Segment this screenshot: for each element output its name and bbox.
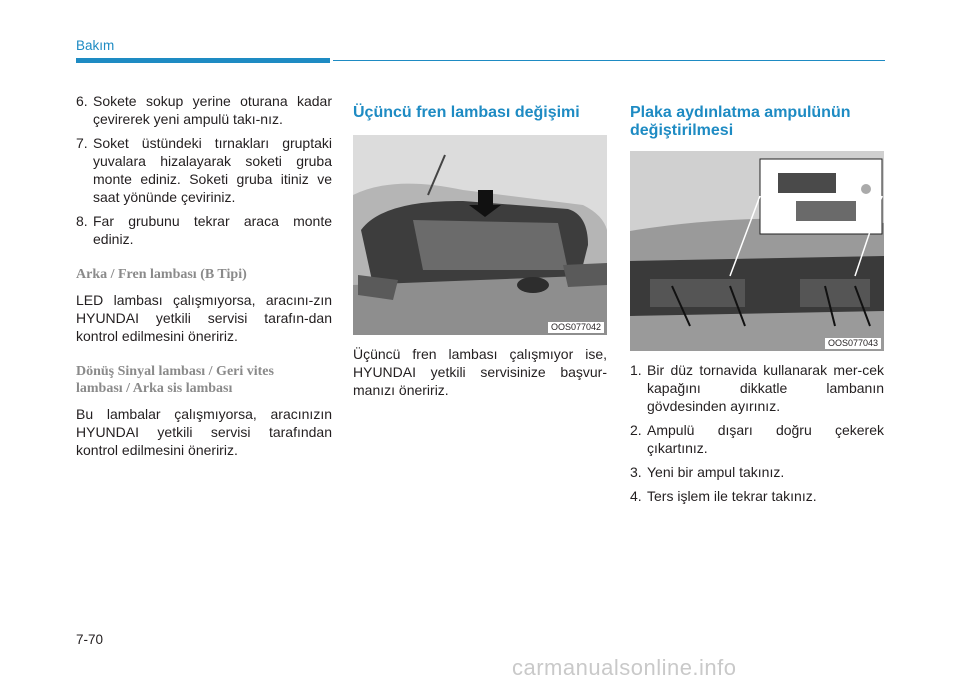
figure-code: OOS077043 [825,338,881,349]
step-number: 2. [630,422,642,438]
car-rear-illustration [353,135,607,335]
heading-line: Plaka aydınlatma ampulünün [630,104,851,121]
subheading-line: Dönüş Sinyal lambası / Geri vites [76,364,274,379]
paragraph-third-brake-lamp: Üçüncü fren lambası çalışmıyor ise, HYUNDAI yetkili servisinize başvur-manızı öneririz. [353,346,607,398]
step-8 [76,212,332,248]
heading-third-brake-lamp: Üçüncü fren lambası değişimi [353,104,580,121]
step-text: Soket üstündeki tırnakları gruptaki yuvalara hizalayarak soketi gruba monte ediniz. Soketi gruba itiniz ve saat yönünde çeviriniz. [93,135,332,205]
step-number: 8. [76,213,88,229]
step-number: 3. [630,464,642,480]
step-number: 6. [76,93,88,109]
heading-line: değiştirilmesi [630,122,734,139]
step-6 [76,92,332,128]
step-text: Bir düz tornavida kullanarak mer-cek kapağını dikkatle lambanın gövdesinden ayırınız. [647,362,884,414]
heading-license-plate-lamp [630,104,884,140]
figure-third-brake-lamp [353,135,607,335]
column-2 [353,104,607,399]
figure-code: OOS077042 [548,322,604,333]
watermark: carmanualsonline.info [512,655,737,680]
license-lamp-illustration [630,151,884,351]
column-3 [630,104,884,511]
header-rule-thin [333,60,885,61]
section-label: Bakım [76,38,115,53]
step-3 [630,463,884,481]
column-1 [76,92,332,459]
step-text: Sokete sokup yerine oturana kadar çevirerek yeni ampulü takı-nız. [93,93,332,127]
figure-license-plate-lamp [630,151,884,351]
step-7 [76,134,332,206]
header-rule-thick [76,58,330,63]
step-text: Ampulü dışarı doğru çekerek çıkartınız. [647,422,884,456]
subheading-line: lambası / Arka sis lambası [76,381,233,396]
step-number: 1. [630,362,642,378]
step-text: Ters işlem ile tekrar takınız. [647,488,817,504]
page-number: 7-70 [76,632,104,647]
paragraph-turn-signal-lamp: Bu lambalar çalışmıyorsa, aracınızın HYUNDAI yetkili servisi tarafından kontrol edilmesini öneririz. [76,406,332,458]
step-number: 4. [630,488,642,504]
step-2 [630,421,884,457]
step-number: 7. [76,135,88,151]
step-4 [630,487,884,505]
step-text: Far grubunu tekrar araca monte ediniz. [93,213,332,247]
subheading-turn-signal-lamp [76,363,332,397]
steps-list [630,361,884,505]
step-1 [630,361,884,415]
step-text: Yeni bir ampul takınız. [647,464,785,480]
subheading-rear-brake-lamp: Arka / Fren lambası (B Tipi) [76,267,247,282]
paragraph-rear-brake-lamp: LED lambası çalışmıyorsa, aracını-zın HYUNDAI yetkili servisi tarafın-dan kontrol edilmesini öneririz. [76,292,332,344]
